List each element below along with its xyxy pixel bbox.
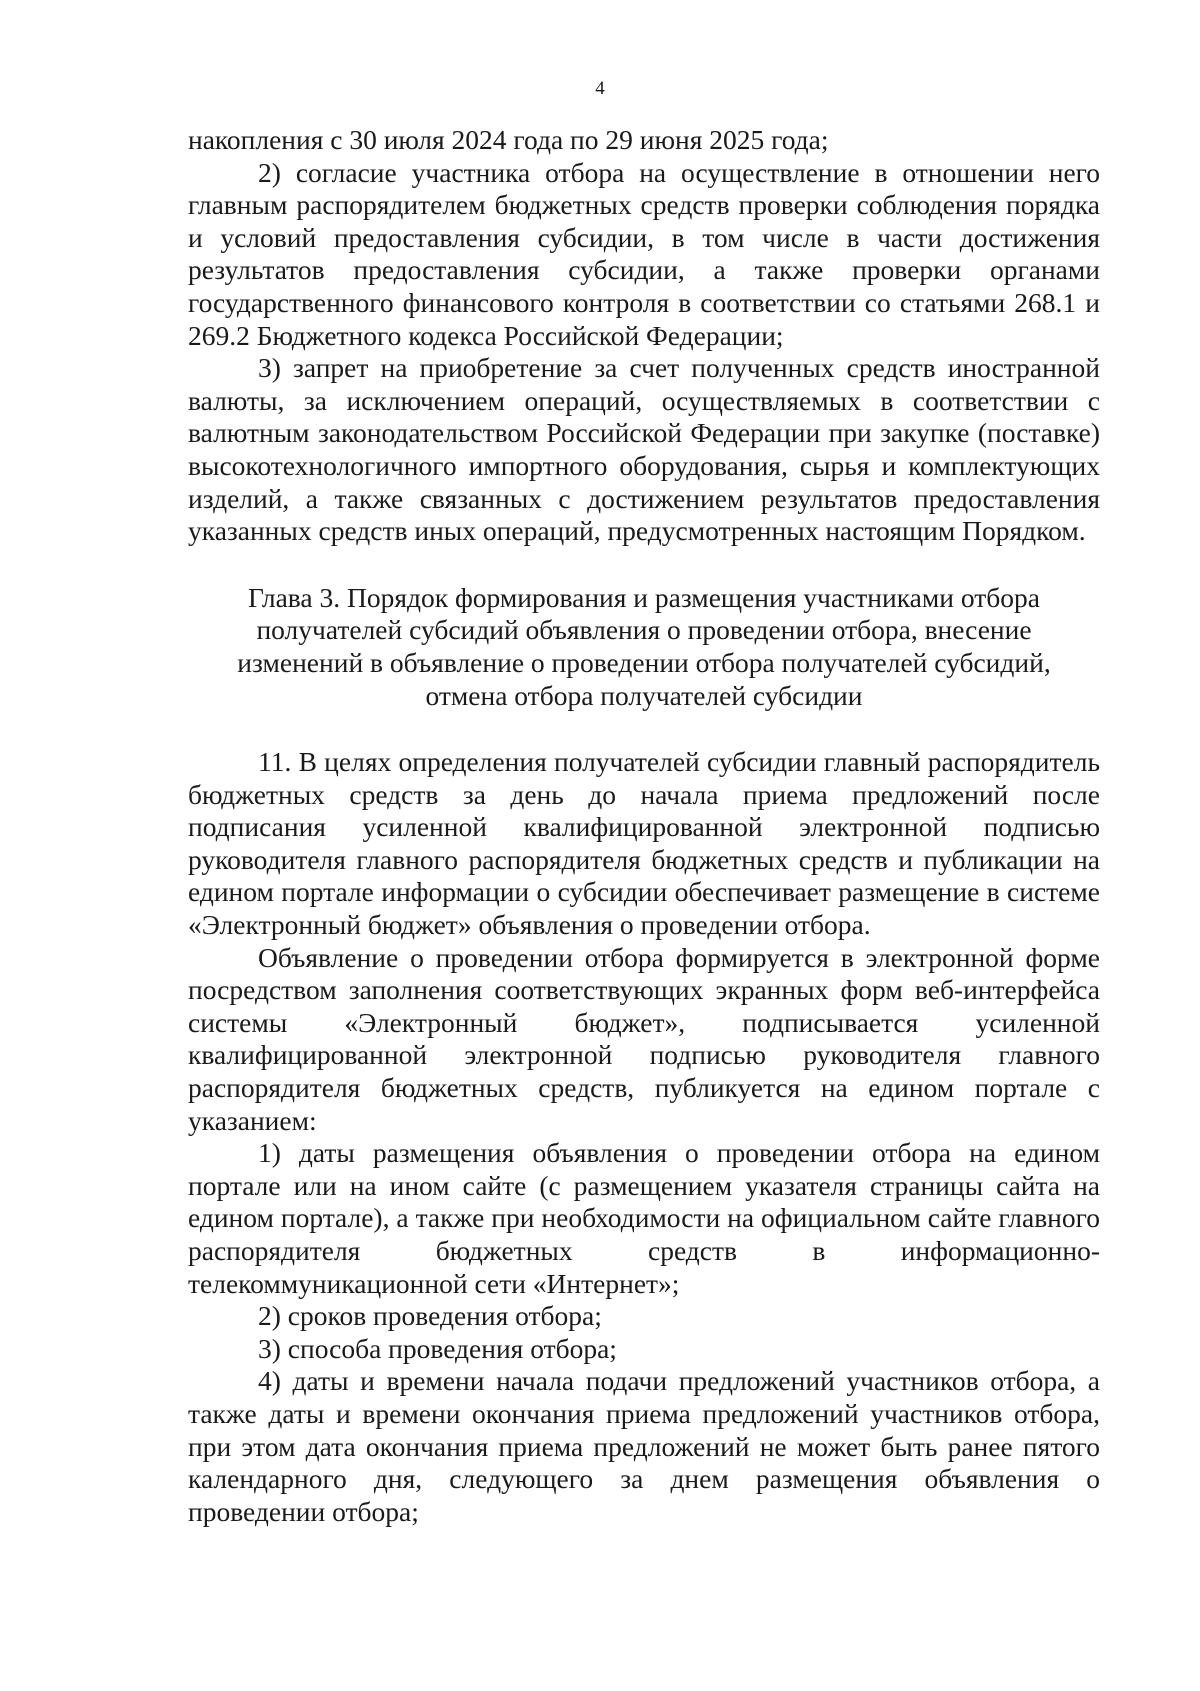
document-body <box>188 124 1100 1528</box>
paragraph-list-item-2: 2) сроков проведения отбора; <box>258 1300 602 1332</box>
paragraph-list-item-1: 1) даты размещения объявления о проведении отбора на едином портале или на ином сайте (с размещением указателя страницы сайта на едином портале), а также при необходимости на официальном сайте главного распорядителя бюджетных средств в информационно-телекоммуникационной сети «Интернет»; <box>188 1137 1100 1299</box>
paragraph-clause-11: 11. В целях определения получателей субсидии главный распорядитель бюджетных средств за день до начала приема предложений после подписания усиленной квалифицированной электронной подписью руководителя главного распорядителя бюджетных средств и публикации на едином портале информации о субсидии обеспечивает размещение в системе «Электронный бюджет» объявления о проведении отбора. <box>188 746 1100 941</box>
paragraph-announcement: Объявление о проведении отбора формируется в электронной форме посредством заполнения соответствующих экранных форм веб-интерфейса системы «Электронный бюджет», подписывается усиленной квалифицированной электронной подписью руководителя главного распорядителя бюджетных средств, публикуется на едином портале с указанием: <box>188 941 1100 1136</box>
paragraph-item-2: 2) согласие участника отбора на осуществление в отношении него главным распорядителем бюджетных средств проверки соблюдения порядка и условий предоставления субсидии, в том числе в части достижения результатов предоставления субсидии, а также проверки органами государственного финансового контроля в соответствии со статьями 268.1 и 269.2 Бюджетного кодекса Российской Федерации; <box>188 156 1100 351</box>
chapter-heading: Глава 3. Порядок формирования и размещения участниками отбора получателей субсидий объявления о проведении отбора, внесение изменений в объявление о проведении отбора получателей субсидий, отмена отбора получателей субсидии <box>237 581 1051 711</box>
page-number: 4 <box>595 78 605 99</box>
paragraph-list-item-4: 4) даты и времени начала подачи предложений участников отбора, а также даты и времени окончания приема предложений участников отбора, при этом дата окончания приема предложений не может быть ранее пятого календарного дня, следующего за днем размещения объявления о проведении отбора; <box>188 1365 1100 1527</box>
paragraph-list-item-3: 3) способа проведения отбора; <box>258 1332 617 1364</box>
paragraph-item-3: 3) запрет на приобретение за счет полученных средств иностранной валюты, за исключением операций, осуществляемых в соответствии с валютным законодательством Российской Федерации при закупке (поставке) высокотехнологичного импортного оборудования, сырья и комплектующих изделий, а также связанных с достижением результатов предоставления указанных средств иных операций, предусмотренных настоящим Порядком. <box>188 352 1100 547</box>
paragraph-continuation: накопления с 30 июля 2024 года по 29 июня 2025 года; <box>188 124 829 155</box>
